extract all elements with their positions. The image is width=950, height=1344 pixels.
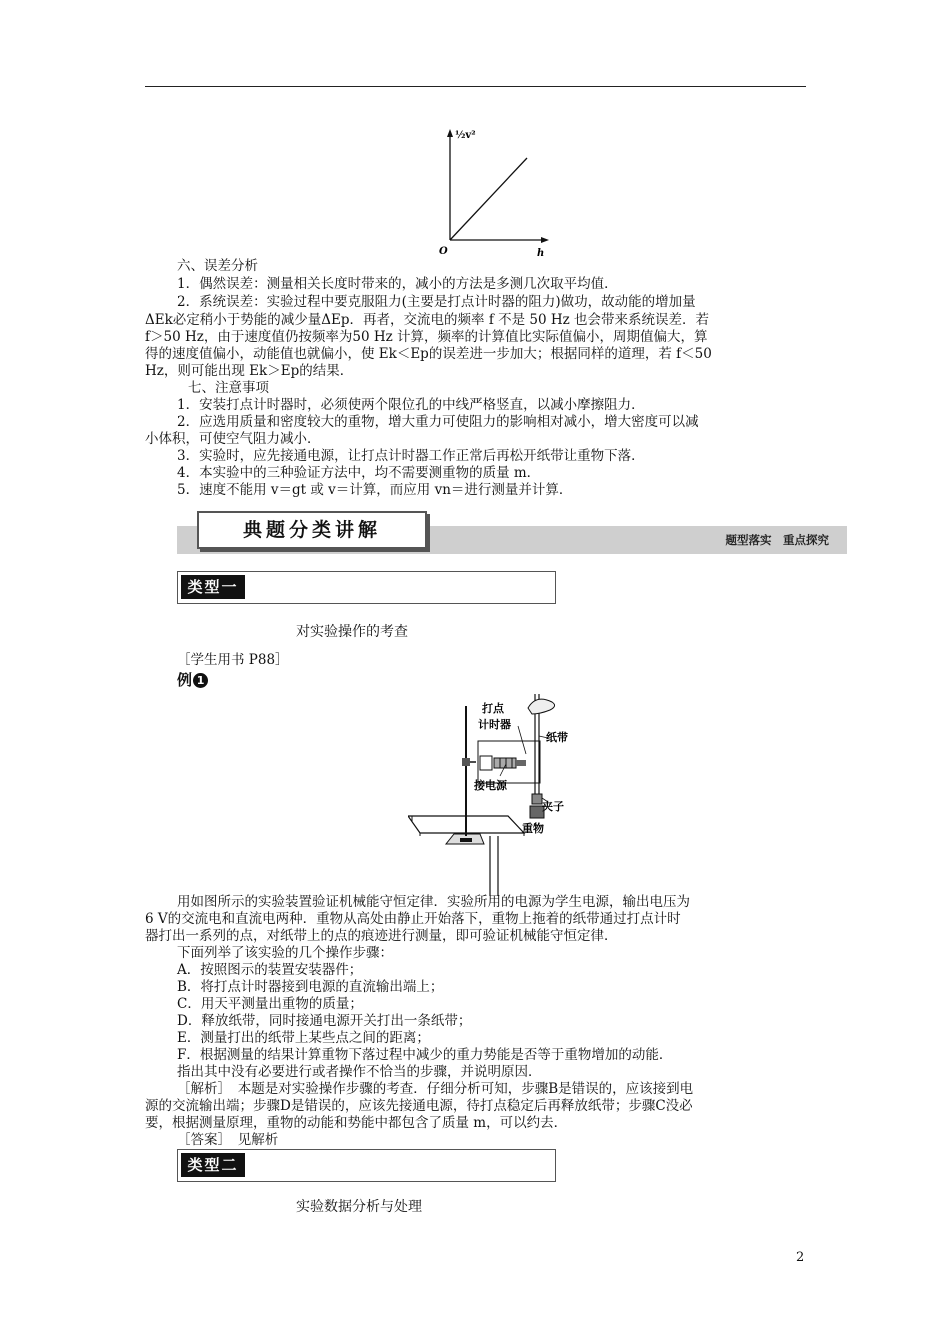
analysis-line: 要，根据测量原理，重物的动能和势能中都包含了质量 m，可以约去． — [145, 1115, 568, 1131]
problem-step: F．根据测量的结果计算重物下落过程中减少的重力势能是否等于重物增加的动能． — [177, 1047, 673, 1063]
clamp — [462, 758, 470, 766]
x-axis-label: h — [537, 248, 545, 259]
section7-line: 小体积，可使空气阻力减小． — [145, 431, 321, 447]
example-number: 1 — [193, 673, 208, 688]
banner-title: 典题分类讲解 — [242, 519, 381, 541]
origin-label: O — [439, 246, 448, 257]
section7-line: 5．速度不能用 v＝gt 或 v＝计算，而应用 vn＝进行测量并计算． — [177, 482, 573, 498]
section7-line: 2．应选用质量和密度较大的重物，增大重力可使阻力的影响相对减小，增大密度可以减 — [177, 414, 699, 430]
problem-step: C．用天平测量出重物的质量； — [177, 996, 363, 1012]
banner-subtitle: 题型落实 重点探究 — [725, 533, 829, 547]
section6-line: 1．偶然误差：测量相关长度时带来的，减小的方法是多测几次取平均值． — [177, 276, 618, 292]
y-axis-arrow — [447, 129, 453, 137]
type1-box — [177, 571, 556, 604]
type1-subtitle: 对实验操作的考查 — [296, 624, 408, 640]
timer-label: 打点 — [482, 702, 504, 715]
clip — [532, 794, 542, 804]
weight-label: 重物 — [522, 822, 544, 835]
power-label: 接电源 — [474, 779, 507, 792]
section7-line: 3．实验时，应先接通电源，让打点计时器工作正常后再松开纸带让重物下落． — [177, 448, 645, 464]
type2-subtitle: 实验数据分析与处理 — [296, 1199, 422, 1215]
section6-line: f＞50 Hz，由于速度值仍按频率为50 Hz 计算，频率的计算值比实际值偏小，周期值偏大，算 — [145, 329, 708, 345]
type1-tag: 类型一 — [181, 575, 245, 599]
svg-text:计时器: 计时器 — [478, 718, 511, 731]
problem-line: 下面列举了该实验的几个操作步骤： — [177, 945, 393, 961]
analysis-line: 源的交流输出端；步骤D是错误的，应该先接通电源，待打点稳定后再释放纸带；步骤C没必 — [145, 1098, 693, 1114]
example-label — [177, 669, 208, 690]
answer-line: ［答案］ 见解析 — [177, 1132, 279, 1148]
page-number: 2 — [796, 1250, 805, 1265]
section6-line: ΔEk必定稍小于势能的减少量ΔEp．再者，交流电的频率 f 不是 50 Hz 也会带来系统误差．若 — [145, 312, 710, 328]
section6-line: Hz，则可能出现 Ek＞Ep的结果． — [145, 363, 354, 379]
apparatus-diagram — [408, 686, 568, 901]
problem-question: 指出其中没有必要进行或者操作不恰当的步骤，并说明原因． — [177, 1064, 542, 1080]
y-axis-label: ½v² — [455, 130, 476, 141]
section6-line: 得的速度值偏小，动能值也就偏小，使 Ek＜Ep的误差进一步加大；根据同样的道理，若 f＜50 — [145, 346, 712, 362]
problem-line: 6 V的交流电和直流电两种．重物从高处由静止开始落下，重物上拖着的纸带通过打点计时 — [145, 911, 681, 927]
section7-line: 4．本实验中的三种验证方法中，均不需要测重物的质量 m． — [177, 465, 541, 481]
section6-heading: 六、误差分析 — [177, 258, 258, 274]
problem-step: E．测量打出的纸带上某些点之间的距离； — [177, 1030, 430, 1046]
clip-label: 夹子 — [542, 800, 564, 813]
type2-tag: 类型二 — [181, 1153, 245, 1177]
problem-step: B．将打点计时器接到电源的直流输出端上； — [177, 979, 444, 995]
problem-line: 用如图所示的实验装置验证机械能守恒定律．实验所用的电源为学生电源，输出电压为 — [177, 894, 690, 910]
section6-line: 2．系统误差：实验过程中要克服阻力(主要是打点计时器的阻力)做功，故动能的增加量 — [177, 294, 696, 310]
section7-line: 1．安装打点计时器时，必须使两个限位孔的中线严格竖直，以减小摩擦阻力． — [177, 397, 645, 413]
example-text: 例 — [177, 671, 193, 689]
banner-title-box — [197, 511, 427, 549]
problem-step: D．释放纸带，同时接通电源开关打出一条纸带； — [177, 1013, 472, 1029]
hand — [528, 699, 555, 714]
analysis-line: ［解析］ 本题是对实验操作步骤的考查．仔细分析可知，步骤B是错误的，应该接到电 — [177, 1081, 694, 1097]
tape-label: 纸带 — [546, 731, 568, 744]
x-axis-arrow — [541, 237, 549, 243]
type2-box — [177, 1149, 556, 1182]
header-rule — [145, 86, 806, 87]
book-reference: ［学生用书 P88］ — [177, 652, 289, 668]
graph-line — [450, 158, 527, 240]
section7-heading: 七、注意事项 — [188, 380, 269, 396]
energy-height-graph — [415, 125, 555, 260]
problem-step: A．按照图示的装置安装器件； — [177, 962, 363, 978]
problem-line: 器打出一系列的点，对纸带上的点的痕迹进行测量，即可验证机械能守恒定律． — [145, 928, 618, 944]
